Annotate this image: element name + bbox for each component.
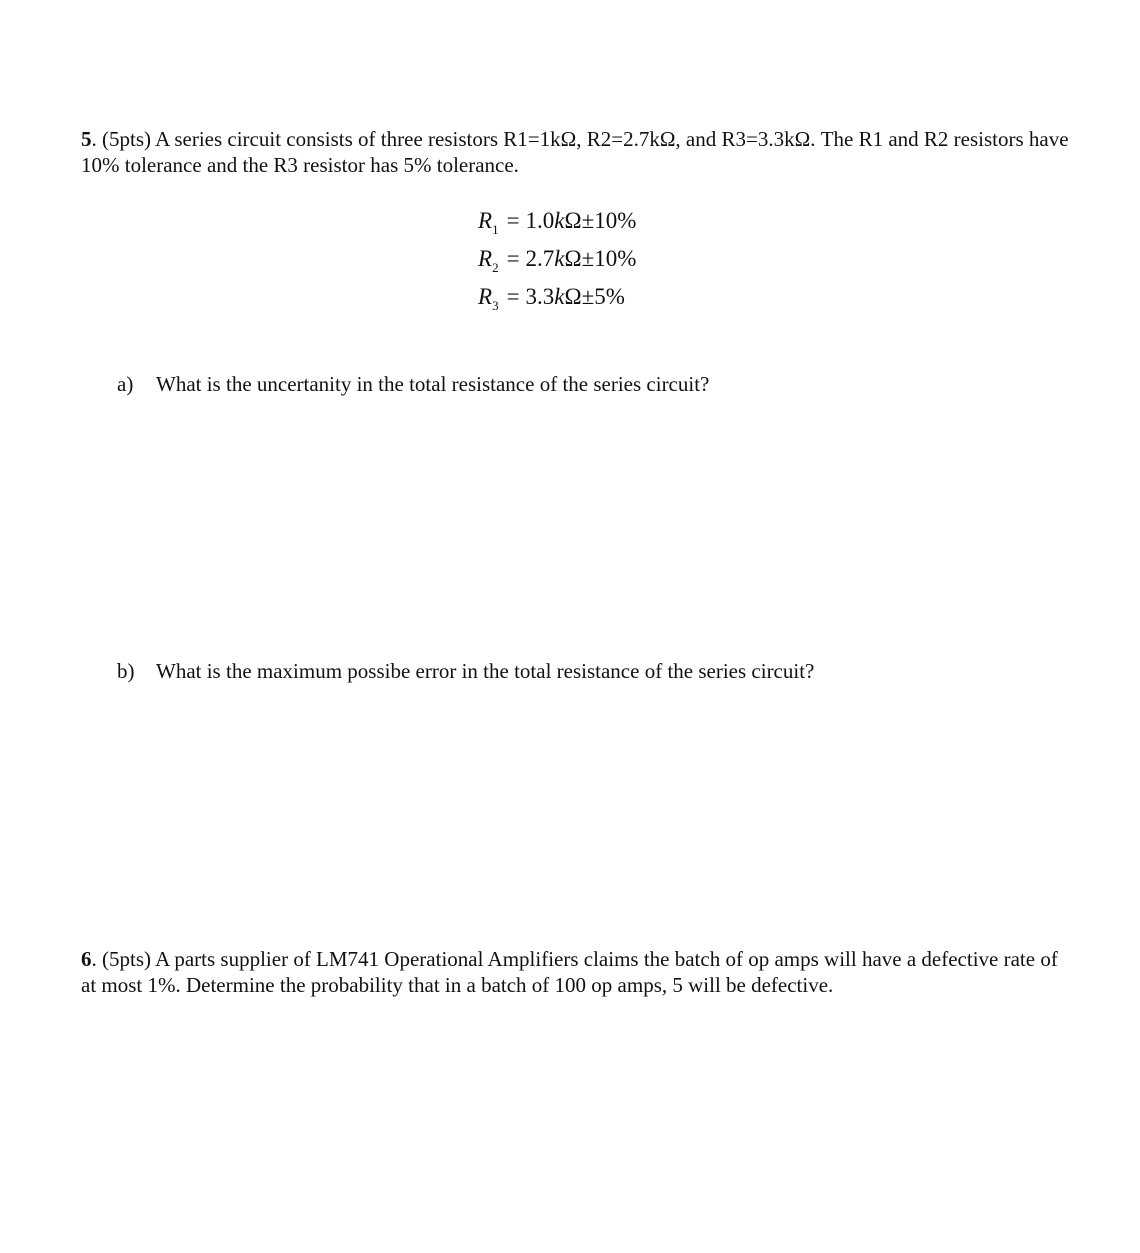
equation-r2-equals: =: [506, 246, 520, 271]
equation-r2-var: R: [478, 246, 493, 271]
equation-r2-sub: 2: [492, 260, 499, 275]
equation-r2-value: 2.7: [525, 246, 555, 271]
equation-r1-unit-ohm: Ω: [564, 208, 582, 233]
equation-r2-unit-ohm: Ω: [564, 246, 582, 271]
equation-r3-unit-k: k: [554, 284, 565, 309]
equation-r1-var: R: [478, 208, 493, 233]
equation-r3: [478, 280, 636, 318]
question-6-number: 6: [81, 947, 92, 971]
equation-r1: [478, 204, 636, 242]
resistor-equations: [478, 204, 636, 318]
equation-r2-tolerance: ±10%: [581, 246, 637, 271]
equation-r2-unit-k: k: [554, 246, 565, 271]
equation-r3-value: 3.3: [525, 284, 555, 309]
question-5a: [117, 371, 709, 397]
equation-r2: [478, 242, 636, 280]
equation-r1-unit-k: k: [554, 208, 565, 233]
question-6-text: . (5pts) A parts supplier of LM741 Operational Amplifiers claims the batch of op amps will have a defective rate of at most 1%. Determine the probability that in a batch of 100 op amps, 5 will be defective.: [81, 947, 1058, 997]
question-5a-label: a): [117, 372, 134, 396]
question-5-text: . (5pts) A series circuit consists of three resistors R1=1kΩ, R2=2.7kΩ, and R3=3.3kΩ. The R1 and R2 resistors have 10% tolerance and the R3 resistor has 5% tolerance.: [81, 127, 1069, 177]
equation-r3-sub: 3: [492, 298, 499, 313]
question-5-number: 5: [81, 127, 92, 151]
question-5a-text: What is the uncertanity in the total resistance of the series circuit?: [156, 372, 710, 396]
equation-r3-equals: =: [506, 284, 520, 309]
equation-r1-tolerance: ±10%: [581, 208, 637, 233]
question-5b-label: b): [117, 659, 135, 683]
question-5b-text: What is the maximum possibe error in the total resistance of the series circuit?: [156, 659, 815, 683]
equation-r1-sub: 1: [492, 222, 499, 237]
equation-r1-equals: =: [506, 208, 520, 233]
equation-r3-unit-ohm: Ω: [564, 284, 582, 309]
equation-r1-value: 1.0: [525, 208, 555, 233]
equation-r3-var: R: [478, 284, 493, 309]
question-5: [81, 126, 1071, 178]
question-5b: [117, 658, 814, 684]
equation-r3-tolerance: ±5%: [581, 284, 625, 309]
question-6: [81, 946, 1071, 998]
